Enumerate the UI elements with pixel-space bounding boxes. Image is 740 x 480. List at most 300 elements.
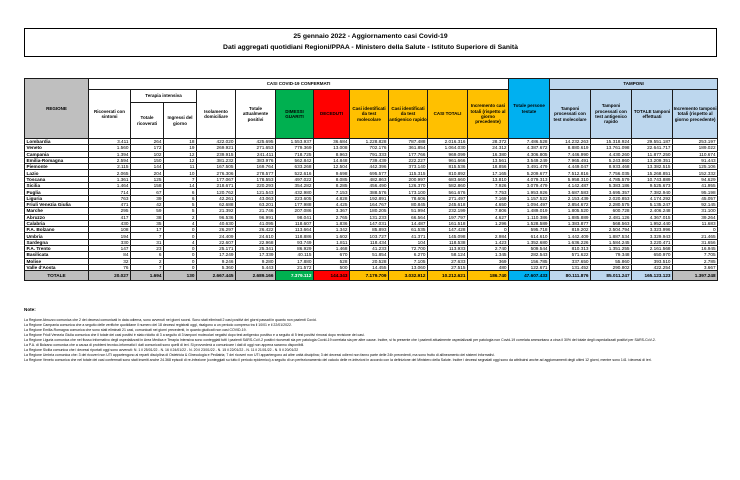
table-row <box>25 239 718 245</box>
cell-value: 8.085 <box>314 176 350 182</box>
cell-value: 2.481.126 <box>591 214 632 220</box>
cell-value: 6 <box>164 195 197 201</box>
cell-value: 18 <box>164 139 197 145</box>
cell-value: 20.528 <box>350 258 389 264</box>
cell-value: 7 <box>131 233 164 239</box>
cell-value: 0 <box>673 227 718 233</box>
cell-value: 147.428 <box>428 227 468 233</box>
cell-value: 218.671 <box>197 183 236 189</box>
cell-value: 1.805.520 <box>550 208 591 214</box>
cell-value: 173.100 <box>389 189 428 195</box>
column-header-dimessi-guariti: DIMESSI GUARITI <box>276 90 314 139</box>
cell-value: 7 <box>131 264 164 270</box>
cell-value: 189.022 <box>673 145 718 151</box>
cell-value: 24.409 <box>197 233 236 239</box>
cell-value: 1.296 <box>468 220 509 226</box>
note-line: La Regione Abruzzo comunica che 2 dei decessi comunicati in data odierna, sono avvenuti nei giorni scorsi. Sono stati eliminati 2 casi positivi dei giorni passati in quanto non pazienti Covid. <box>24 318 317 323</box>
cell-value: 63.201 <box>236 201 276 207</box>
cell-value: 118.434 <box>350 239 389 245</box>
cell-value: 24.610 <box>236 233 276 239</box>
cell-value: 24.312 <box>468 145 509 151</box>
bulletin-date-title: 25 gennaio 2022 - Aggiornamento casi Covid-19 <box>293 33 448 40</box>
cell-value: 276.306 <box>197 170 236 176</box>
cell-value: 8.963 <box>314 151 350 157</box>
cell-value: 108 <box>89 227 131 233</box>
cell-value: 39.264 <box>673 214 718 220</box>
cell-value: 158 <box>131 183 164 189</box>
column-header-attualmente-positivi: Totale attualmente positivi <box>236 90 276 139</box>
region-name: Liguria <box>25 195 89 201</box>
cell-value: 178.553 <box>236 176 276 182</box>
cell-value: 122.671 <box>509 264 550 270</box>
cell-value: 330 <box>89 239 131 245</box>
cell-value: 5.243.860 <box>591 157 632 163</box>
cell-value: 31 <box>131 239 164 245</box>
cell-value: 561.676 <box>428 189 468 195</box>
cell-value: 0 <box>164 252 197 258</box>
cell-value: 31.656 <box>673 239 718 245</box>
cell-value: 5 <box>164 201 197 207</box>
cell-value: 497.022 <box>276 176 314 182</box>
total-value: 20.027 <box>89 271 131 281</box>
cell-value: 7.153 <box>314 189 350 195</box>
cell-value: 417 <box>89 214 131 220</box>
cell-value: 41.095 <box>236 220 276 226</box>
cell-value: 93.749 <box>276 239 314 245</box>
cell-value: 23 <box>131 246 164 252</box>
region-name: Marche <box>25 208 89 214</box>
cell-value: 295 <box>89 208 131 214</box>
cell-value: 8.880.619 <box>550 145 591 151</box>
cell-value: 7.486.528 <box>509 139 550 145</box>
bulletin-page <box>24 28 717 363</box>
cell-value: 6 <box>164 189 197 195</box>
cell-value: 1.560 <box>89 145 131 151</box>
region-name: P.A. Bolzano <box>25 227 89 233</box>
cell-value: 1.553.937 <box>276 139 314 145</box>
cell-value: 41.955 <box>673 183 718 189</box>
cell-value: 9.280 <box>236 258 276 264</box>
cell-value: 42.261 <box>197 195 236 201</box>
cell-value: 2.115 <box>89 164 131 170</box>
cell-value: 1.383.877 <box>550 220 591 226</box>
cell-value: 253.197 <box>673 139 718 145</box>
cell-value: 32 <box>89 258 131 264</box>
column-header-tamponi-antigenico: Tamponi processati con test antigenico rapido <box>591 90 632 139</box>
cell-value: 4.079.313 <box>509 176 550 182</box>
cell-value: 282.543 <box>509 252 550 258</box>
cell-value: 13.810 <box>468 176 509 182</box>
cell-value: 15.318.924 <box>591 139 632 145</box>
cell-value: 200.997 <box>389 176 428 182</box>
table-row <box>25 233 718 239</box>
total-value: 1.694 <box>131 271 164 281</box>
cell-value: 2.504.794 <box>591 227 632 233</box>
column-header-casi-totali: CASI TOTALI <box>428 90 468 139</box>
cell-value: 35 <box>131 220 164 226</box>
cell-value: 278.577 <box>236 170 276 176</box>
region-name: Lombardia <box>25 139 89 145</box>
region-name: Umbria <box>25 233 89 239</box>
cell-value: 26.422 <box>236 227 276 233</box>
cell-value: 66.564 <box>389 214 428 220</box>
cell-value: 11 <box>164 164 197 170</box>
notes-section <box>24 307 717 363</box>
cell-value: 633.268 <box>276 164 314 170</box>
cell-value: 3.411 <box>89 139 131 145</box>
cell-value: 13.382.515 <box>632 164 673 170</box>
cell-value: 373.140 <box>389 164 428 170</box>
table-row <box>25 189 718 195</box>
table-row <box>25 139 718 145</box>
cell-value: 3.687.583 <box>550 189 591 195</box>
cell-value: 13.209.351 <box>632 157 673 163</box>
cell-value: 177.067 <box>197 176 236 182</box>
cell-value: 7 <box>164 176 197 182</box>
cell-value: 2.594 <box>89 157 131 163</box>
title-box <box>24 28 717 57</box>
cell-value: 58.124 <box>428 252 468 258</box>
region-name: Valle d'Aosta <box>25 264 89 270</box>
total-row <box>25 271 718 281</box>
table-row <box>25 208 718 214</box>
cell-value: 194 <box>89 233 131 239</box>
cell-value: 102 <box>131 151 164 157</box>
cell-value: 614.610 <box>509 233 550 239</box>
cell-value: 55.860 <box>591 258 632 264</box>
cell-value: 7.806 <box>468 208 509 214</box>
cell-value: 29.551.187 <box>632 139 673 145</box>
cell-value: 5.443 <box>236 264 276 270</box>
cell-value: 1.636.226 <box>550 239 591 245</box>
cell-value: 791.333 <box>350 151 389 157</box>
cell-value: 9.698 <box>314 170 350 176</box>
cell-value: 62.688 <box>197 201 236 207</box>
total-value: 2.667.445 <box>197 271 236 281</box>
cell-value: 245.618 <box>428 201 468 207</box>
cell-value: 17 <box>131 227 164 233</box>
total-value: 10.212.621 <box>428 271 468 281</box>
total-value: 130 <box>164 271 197 281</box>
table-row <box>25 164 718 170</box>
cell-value: 683.660 <box>428 176 468 182</box>
cell-value: 61.535 <box>389 227 428 233</box>
cell-value: 0 <box>164 227 197 233</box>
table-row <box>25 220 718 226</box>
cell-value: 1.885.889 <box>550 214 591 220</box>
column-header-regione: REGIONE <box>25 79 89 139</box>
cell-value: 787.488 <box>389 139 428 145</box>
note-line: La Regione Umbria comunica che: 3 dei ricoveri non UTI appartengono ai reparti disciplina di Ostetricia & Ginecologia e Pediatria; 7 dei ricoveri non UTI appartengono ad altre unità disciplina; 3 dei decessi odierni non fanno parte delle 24h precedenti, ma sono frutto di allineamento dei sistemi informativi. <box>24 353 495 358</box>
cell-value: 0 <box>468 227 509 233</box>
cell-value: 337.650 <box>550 258 591 264</box>
cell-value: 8.285 <box>314 183 350 189</box>
cell-value: 456.490 <box>350 183 389 189</box>
cell-value: 393.510 <box>632 258 673 264</box>
region-name: Lazio <box>25 170 89 176</box>
total-value: 2.689.166 <box>236 271 276 281</box>
total-value: 7.179.709 <box>350 271 389 281</box>
cell-value: 422.020 <box>197 139 236 145</box>
region-name: Toscana <box>25 176 89 182</box>
cell-value: 369 <box>468 258 509 264</box>
cell-value: 79.348 <box>591 252 632 258</box>
cell-value: 85.893 <box>350 227 389 233</box>
note-line: La Regione Emilia-Romagna comunica che sono stati eliminati 21 casi, comunicati nei giorni precedenti, in quanto giudicati non casi COVID-19. <box>24 328 247 333</box>
cell-value: 41.371 <box>389 233 428 239</box>
bulletin-source-subtitle: Dati aggregati quotidiani Regioni/PPAA - Ministero della Salute - Istituto Superiore di Sanità <box>223 44 518 51</box>
cell-value: 5.360 <box>197 264 236 270</box>
cell-value: 1.602 <box>314 233 350 239</box>
cell-value: 118.607 <box>276 220 314 226</box>
cell-value: 2 <box>164 214 197 220</box>
cell-value: 7.446.990 <box>550 151 591 157</box>
column-header-isolamento: Isolamento domiciliare <box>197 90 236 139</box>
cell-value: 14.848 <box>314 157 350 163</box>
cell-value: 11.683 <box>673 220 718 226</box>
cell-value: 1.351.255 <box>591 246 632 252</box>
cell-value: 131.233 <box>350 214 389 220</box>
cell-value: 1.464 <box>89 183 131 189</box>
cell-value: 26.297 <box>197 227 236 233</box>
cell-value: 239.915 <box>197 151 236 157</box>
cell-value: 4.828 <box>314 195 350 201</box>
cell-value: 80.845 <box>389 201 428 207</box>
cell-value: 2.740 <box>468 246 509 252</box>
cell-value: 4.627 <box>468 214 509 220</box>
cell-value: 13.561 <box>468 157 509 163</box>
cell-value: 1.952.440 <box>632 220 673 226</box>
cell-value: 59 <box>131 208 164 214</box>
region-name: Molise <box>25 258 89 264</box>
cell-value: 7.169 <box>468 195 509 201</box>
cell-value: 7.105 <box>389 258 428 264</box>
cell-value: 45.057 <box>673 195 718 201</box>
cell-value: 113.933 <box>428 246 468 252</box>
cell-value: 19 <box>164 145 197 151</box>
cell-value: 36.684 <box>314 139 350 145</box>
cell-value: 27.515 <box>428 264 468 270</box>
cell-value: 7.512.816 <box>550 170 591 176</box>
cell-value: 16.380 <box>468 151 509 157</box>
cell-value: 232.199 <box>428 208 468 214</box>
cell-value: 21.392 <box>197 208 236 214</box>
table-row <box>25 183 718 189</box>
cell-value: 0 <box>164 246 197 252</box>
cell-value: 38 <box>131 214 164 220</box>
cell-value: 28.372 <box>468 139 509 145</box>
cell-value: 562.842 <box>276 157 314 163</box>
cell-value: 1.953.926 <box>509 189 550 195</box>
cell-value: 92.145 <box>673 201 718 207</box>
cell-value: 1.361 <box>89 176 131 182</box>
total-value: 144.343 <box>314 271 350 281</box>
cell-value: 96.991 <box>236 214 276 220</box>
cell-value: 264 <box>131 139 164 145</box>
cell-value: 600.728 <box>591 208 632 214</box>
cell-value: 17.165 <box>468 170 509 176</box>
cell-value: 425.695 <box>236 139 276 145</box>
cell-value: 4.306.805 <box>509 151 550 157</box>
cell-value: 121.543 <box>236 189 276 195</box>
cell-value: 2.406.248 <box>632 208 673 214</box>
cell-value: 969.099 <box>428 151 468 157</box>
cell-value: 739.439 <box>350 157 389 163</box>
cell-value: 819.202 <box>550 227 591 233</box>
column-header-tamponi-totale: TOTALE tamponi effettuati <box>632 90 673 139</box>
cell-value: 25.341 <box>236 246 276 252</box>
cell-value: 810.892 <box>428 170 468 176</box>
cell-value: 131.452 <box>550 264 591 270</box>
cell-value: 177.988 <box>276 201 314 207</box>
cell-value: 4 <box>164 220 197 226</box>
group-header-terapia-intensiva: Terapia intensiva <box>131 90 197 103</box>
cell-value: 2.785 <box>673 258 718 264</box>
cell-value: 156.785 <box>509 258 550 264</box>
column-header-incremento-tamponi: Incremento tamponi totali (rispetto al giorno precedente) <box>673 90 718 139</box>
cell-value: 0 <box>164 264 197 270</box>
cell-value: 40.115 <box>276 252 314 258</box>
region-name: Calabria <box>25 220 89 226</box>
cell-value: 9.246 <box>197 258 236 264</box>
cell-value: 271.653 <box>236 145 276 151</box>
cell-value: 8.933.468 <box>591 164 632 170</box>
cell-value: 670 <box>314 252 350 258</box>
cell-value: 3.695.357 <box>591 189 632 195</box>
cell-value: 5 <box>164 208 197 214</box>
cell-value: 1.110.386 <box>509 214 550 220</box>
cell-value: 18.856 <box>468 164 509 170</box>
cell-value: 150 <box>131 157 164 163</box>
cell-value: 2.854.672 <box>550 201 591 207</box>
cell-value: 51.854 <box>350 252 389 258</box>
region-name: Piemonte <box>25 164 89 170</box>
table-row <box>25 145 718 151</box>
cell-value: 1.887.534 <box>591 233 632 239</box>
total-value: 165.123.123 <box>632 271 673 281</box>
cell-value: 718.725 <box>276 151 314 157</box>
cell-value: 3.323.996 <box>632 227 673 233</box>
note-line: La Regione Veneto comunica che nel totale dei casi confermati sono stati inseriti anche 24.368 episodi di re-infezione (conteggiati su tutto il periodo epidemico) a seguito di un perfezionamento del calcolo delle re-infezioni in accordo con la definizione del Ministero della Salute. Inoltre i decessi segnalati oggi sono da attribuirsi anche ad aggiornamenti degli ultimi 12 giorni, mentre sono 141 i decessi di ieri. <box>24 358 652 363</box>
cell-value: 1.442.409 <box>550 233 591 239</box>
cell-value: 95.198 <box>673 189 718 195</box>
region-name: Campania <box>25 151 89 157</box>
cell-value: 3.667 <box>673 264 718 270</box>
cell-value: 582.860 <box>428 183 468 189</box>
region-name: Veneto <box>25 145 89 151</box>
cell-value: 78.606 <box>389 195 428 201</box>
table-body <box>25 139 718 281</box>
column-header-casi-molecolare: Casi identificati da test molecolare <box>350 90 389 139</box>
total-value: 80.111.876 <box>550 271 591 281</box>
cell-value: 12.504 <box>314 164 350 170</box>
cell-value: 14.455 <box>350 264 389 270</box>
cell-value: 15.268.851 <box>632 170 673 176</box>
cell-value: 7.756.035 <box>591 170 632 176</box>
cell-value: 21.572 <box>276 264 314 270</box>
cell-value: 6.270 <box>389 252 428 258</box>
cell-value: 5.209.677 <box>509 170 550 176</box>
cell-value: 72.700 <box>389 246 428 252</box>
cell-value: 103.727 <box>350 233 389 239</box>
cell-value: 42 <box>131 201 164 207</box>
note-line: La Regione Friuli Venezia Giulia comunica che il totale dei casi positivi è stato ridotto di 3 a seguito di 3 tamponi molecolari negativi dopo test antigenico positivo e a seguito di 5 test positivi rimossi dopo revisione dei casi. <box>24 333 365 338</box>
region-name: Friuli Venezia Giulia <box>25 201 89 207</box>
cell-value: 3.491.479 <box>509 164 550 170</box>
cell-value: 76 <box>89 264 131 270</box>
column-header-ti-totale: Totale ricoverati <box>131 103 164 139</box>
cell-value: 21.746 <box>236 208 276 214</box>
note-line: La P.A. di Bolzano comunica che a causa di problemi tecnico-informatici i dati comunicati sono quelli di ieri. Si provvederà a comunicare i dati di oggi non appena saranno disponibili. <box>24 343 305 348</box>
cell-value: 197.797 <box>428 214 468 220</box>
cell-value: 3.329.943 <box>632 233 673 239</box>
cell-value: 12 <box>164 151 197 157</box>
cell-value: 192.891 <box>350 195 389 201</box>
covid-data-table <box>24 78 718 281</box>
table-row <box>25 157 718 163</box>
total-value: 7.379.112 <box>276 271 314 281</box>
cell-value: 113.664 <box>276 227 314 233</box>
cell-value: 4.449.047 <box>550 164 591 170</box>
table-row <box>25 170 718 176</box>
cell-value: 207.086 <box>276 208 314 214</box>
cell-value: 7.705 <box>673 252 718 258</box>
table-row <box>25 151 718 157</box>
cell-value: 500 <box>314 264 350 270</box>
cell-value: 422.254 <box>632 264 673 270</box>
column-header-ricoverati: Ricoverati con sintomi <box>89 90 131 139</box>
cell-value: 169.764 <box>236 164 276 170</box>
cell-value: 180.205 <box>350 208 389 214</box>
cell-value: 220.293 <box>236 183 276 189</box>
cell-value: 961.666 <box>428 157 468 163</box>
group-header-tamponi: TAMPONI <box>550 79 718 90</box>
cell-value: 43.063 <box>236 195 276 201</box>
cell-value: 5.135.247 <box>632 201 673 207</box>
cell-value: 40.630 <box>197 220 236 226</box>
cell-value: 13.060 <box>389 264 428 270</box>
cell-value: 6 <box>131 252 164 258</box>
cell-value: 86.929 <box>276 246 314 252</box>
cell-value: 1.836 <box>314 220 350 226</box>
cell-value: 271.497 <box>428 195 468 201</box>
cell-value: 14 <box>164 183 197 189</box>
cell-value: 702.176 <box>350 145 389 151</box>
cell-value: 3.079.479 <box>509 183 550 189</box>
cell-value: 568.563 <box>591 220 632 226</box>
cell-value: 223.605 <box>276 195 314 201</box>
cell-value: 147 <box>89 246 131 252</box>
table-row <box>25 195 718 201</box>
total-value: 1.397.248 <box>673 271 718 281</box>
cell-value: 222.227 <box>389 157 428 163</box>
column-header-casi-antigenico: Casi identificati da test antigenico rapido <box>389 90 428 139</box>
cell-value: 204 <box>131 170 164 176</box>
cell-value: 16.945 <box>673 246 718 252</box>
cell-value: 2.765 <box>314 214 350 220</box>
total-label: TOTALE <box>25 271 89 281</box>
cell-value: 4.387.672 <box>509 145 550 151</box>
cell-value: 41.233 <box>350 246 389 252</box>
cell-value: 595.718 <box>509 227 550 233</box>
cell-value: 2.016.316 <box>428 139 468 145</box>
cell-value: 1.811 <box>314 239 350 245</box>
cell-value: 2.161.568 <box>632 246 673 252</box>
cell-value: 115.315 <box>389 170 428 176</box>
note-line: La Regione Campania comunica che a seguito delle verifiche quotidiane il numero dei 18 decessi registrati oggi, risalgono a un periodo compreso tra il 10/01 e il 22/01/2022. <box>24 323 292 328</box>
region-name: Sicilia <box>25 183 89 189</box>
cell-value: 4.425 <box>314 201 350 207</box>
